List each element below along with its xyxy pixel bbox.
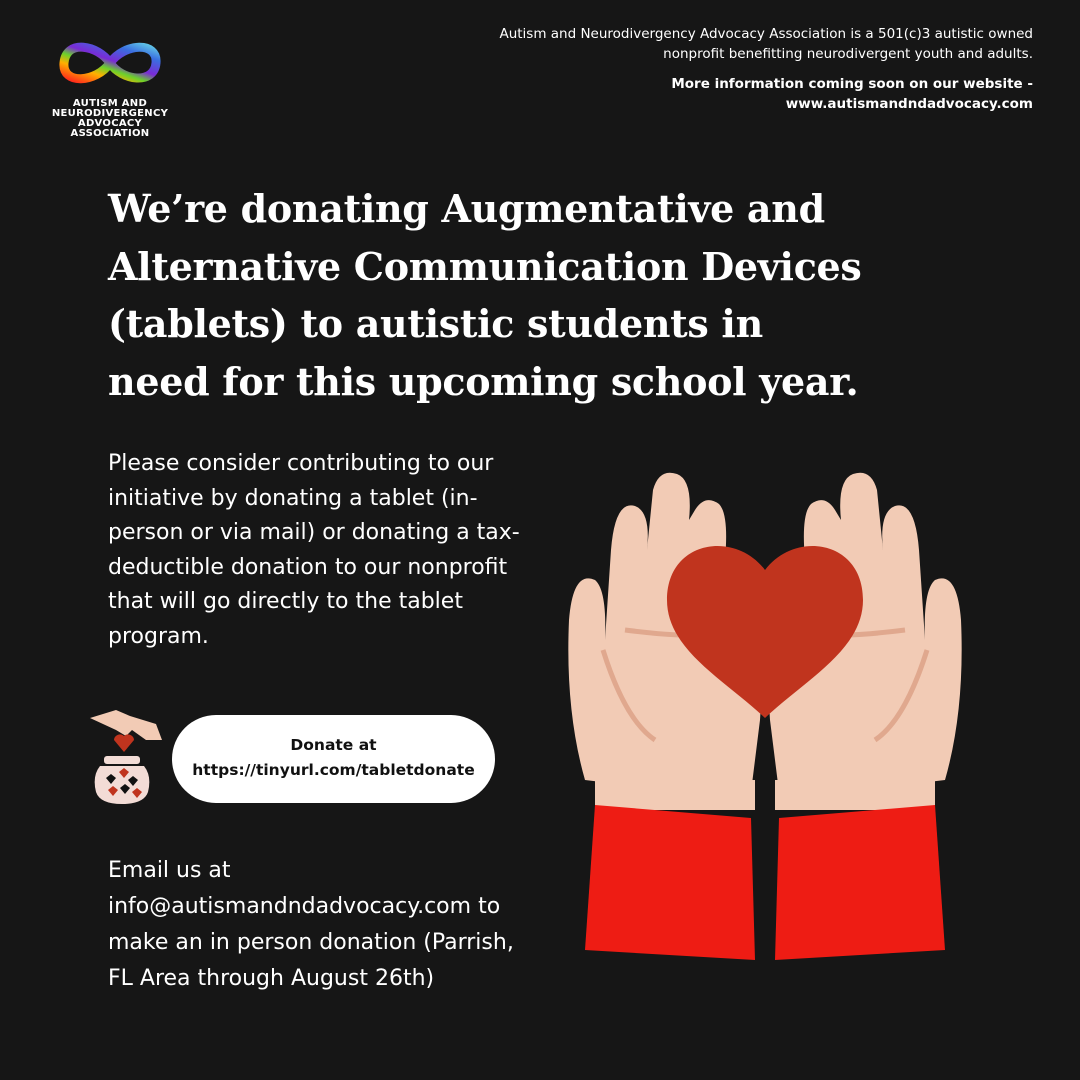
right-hand: [769, 473, 962, 960]
hands-holding-heart-illustration: [555, 460, 975, 970]
logo-text: AUTISM AND NEURODIVERGENCY ADVOCACY ASSOCIATION: [51, 98, 169, 139]
donation-jar-icon: [86, 696, 166, 806]
organization-logo: [30, 35, 190, 139]
donate-label: Donate at: [290, 736, 377, 754]
donate-link-button[interactable]: [172, 715, 495, 803]
left-hand: [568, 473, 761, 960]
donate-url[interactable]: https://tinyurl.com/tabletdonate: [192, 761, 475, 779]
headline: We’re donating Augmentative and Alternative Communication Devices (tablets) to autistic students in need for this upcoming school year.: [108, 186, 862, 404]
organization-info: [473, 24, 1033, 114]
organization-description: Autism and Neurodivergency Advocacy Association is a 501(c)3 autistic owned nonprofit benefitting neurodivergent youth and adults.: [499, 26, 1033, 62]
website-info: More information coming soon on our website - www.autismandndadvocacy.com: [671, 76, 1033, 112]
email-contact-text: Email us at info@autismandndadvocacy.com to make an in person donation (Parrish, FL Area through August 26th): [108, 858, 514, 991]
infinity-rainbow-icon: [54, 35, 166, 91]
contribution-text: Please consider contributing to our initiative by donating a tablet (in-person or via mail) or donating a tax-deductible donation to our nonprofit that will go directly to the tablet program.: [108, 451, 520, 649]
